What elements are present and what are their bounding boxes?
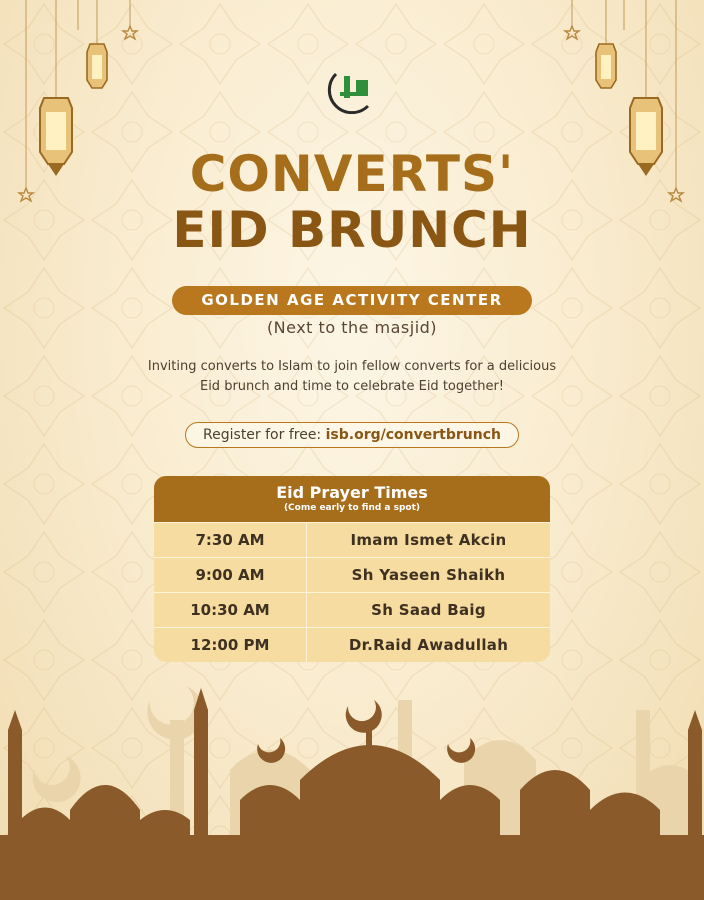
prayer-time: 12:00 PM: [154, 628, 307, 662]
invitation-line-2: Eid brunch and time to celebrate Eid together!: [199, 379, 505, 394]
prayer-times-header: [154, 476, 550, 522]
prayer-time: 10:30 AM: [154, 593, 307, 627]
table-row: [154, 592, 550, 627]
title-line-1: CONVERTS': [189, 145, 515, 203]
prayer-time: 7:30 AM: [154, 523, 307, 557]
event-title: [0, 146, 704, 258]
venue-note: (Next to the masjid): [266, 318, 438, 337]
table-row: [154, 557, 550, 592]
imam-name: Sh Saad Baig: [371, 601, 486, 619]
venue-badge: GOLDEN AGE ACTIVITY CENTER: [172, 286, 532, 315]
register-prefix: Register for free:: [203, 427, 322, 443]
foreground-skyline: [0, 688, 704, 900]
table-row: [154, 522, 550, 557]
prayer-times-subheading: (Come early to find a spot): [283, 503, 421, 513]
prayer-time: 9:00 AM: [154, 558, 307, 592]
prayer-times-heading: Eid Prayer Times: [276, 483, 428, 502]
imam-name: Dr.Raid Awadullah: [348, 636, 509, 654]
register-link[interactable]: isb.org/convertbrunch: [325, 427, 501, 443]
invitation-text: [122, 357, 582, 397]
isb-logo-icon: [326, 62, 378, 114]
table-row: [154, 627, 550, 662]
title-line-2: EID BRUNCH: [172, 201, 532, 259]
mosque-skyline: [0, 660, 704, 900]
register-banner: [185, 422, 519, 448]
imam-name: Imam Ismet Akcin: [350, 531, 507, 549]
prayer-times-table: [154, 476, 550, 662]
imam-name: Sh Yaseen Shaikh: [351, 566, 506, 584]
invitation-line-1: Inviting converts to Islam to join fellow converts for a delicious: [147, 359, 557, 374]
